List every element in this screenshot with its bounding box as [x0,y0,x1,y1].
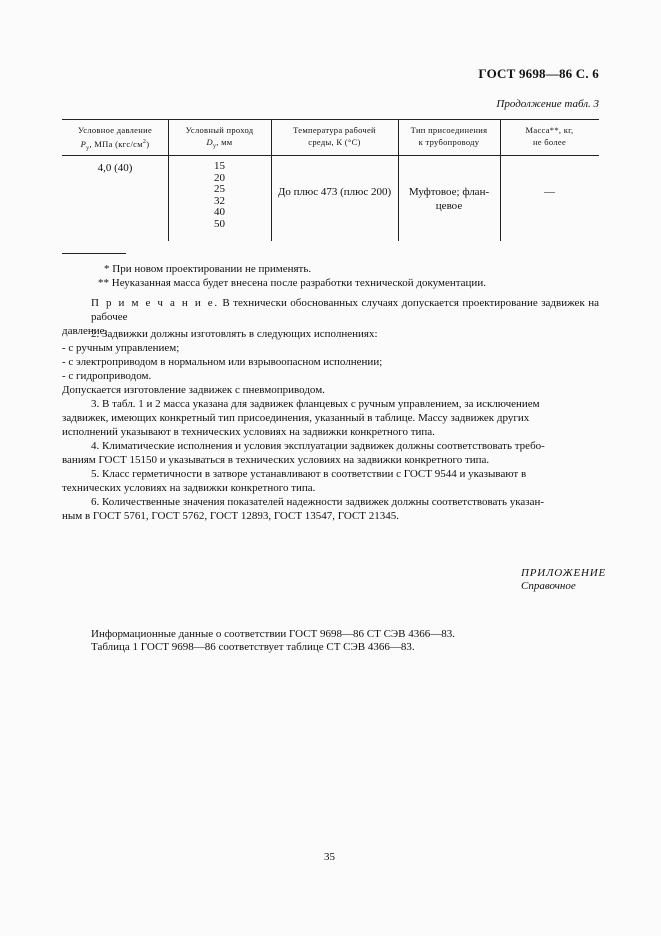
item-4-line: 4. Климатические исполнения и условия эксплуатации задвижек должны соответствовать требо- [91,440,545,452]
diameter-value: 20 [214,171,225,184]
header-pressure-line2 [62,136,168,155]
header-pressure [62,124,168,155]
footnote-rule [62,253,126,254]
specs-table [62,119,599,241]
pressure-unit: , МПа (кгс/см [89,138,143,149]
diameter-value: 15 [214,160,225,172]
item-2-option: - с гидроприводом. [62,370,152,382]
item-2-note: Допускается изготовление задвижек с пневмоприводом. [62,384,325,396]
cell-connection [398,185,500,213]
header-passage-line2 [168,136,271,153]
item-3-line: 3. В табл. 1 и 2 масса указана для задвижек фланцевых с ручным управлением, за исключением [91,398,540,410]
header-connection-line1: Тип присоединения [410,125,488,135]
page-number: 35 [324,851,335,863]
table-top-rule [62,119,599,120]
header-mass-line2: не более [532,137,567,147]
appendix-title: ПРИЛОЖЕНИЕ [521,567,606,579]
header-temperature [271,124,398,148]
table-continuation-label: Продолжение табл. 3 [496,98,599,110]
note-text: В технически обоснованных случаях допускается проектирование задвижек на рабочее [91,297,599,323]
item-2-option: - с электроприводом в нормальном или взрывоопасном исполнении; [62,356,383,368]
info-line: Таблица 1 ГОСТ 9698—86 соответствует таблице СТ СЭВ 4366—83. [91,641,415,653]
info-line: Информационные данные о соответствии ГОСТ 9698—86 СТ СЭВ 4366—83. [91,628,456,640]
header-connection-line2: к трубопроводу [418,137,480,147]
diameter-value: 40 [214,206,225,219]
item-4-line: ваниям ГОСТ 15150 и указываться в технических условиях на задвижки конкретного типа. [62,454,490,466]
pressure-unit-sup: 2 [142,139,147,145]
header-temperature-line1: Температура рабочей [293,125,376,135]
note-text-cont: давление. [62,325,108,337]
item-2-title: 2. Задвижки должны изготовлять в следующих исполнениях: [91,328,378,340]
appendix-subtitle: Справочное [521,580,576,592]
header-temperature-line2: среды, К (°С) [308,137,361,147]
header-passage [168,124,271,153]
item-6-line: 6. Количественные значения показателей надежности задвижек должны соответствовать указан- [91,496,545,508]
passage-unit: , мм [216,137,233,147]
header-mass [500,124,599,148]
table-header-rule [62,155,599,156]
note-label: П р и м е ч а н и е. [91,297,219,309]
pressure-symbol: P [80,138,87,149]
item-2-option: - с ручным управлением; [62,342,180,354]
item-3-line: задвижек, имеющих конкретный тип присоединения, указанный в таблице. Массу задвижек других [62,412,530,424]
cell-temperature: До плюс 473 (плюс 200) [277,186,392,198]
diameter-value: 32 [214,194,225,207]
footnote-1: * При новом проектировании не применять. [104,263,312,275]
header-mass-line1: Масса**, кг, [525,125,574,135]
header-passage-line1: Условный проход [185,125,254,135]
connection-line2: цевое [435,200,463,212]
pressure-unit-end: ) [146,138,150,149]
header-connection [398,124,500,148]
diameter-value: 25 [214,183,225,196]
diameter-value: 50 [214,217,225,230]
item-5-line: 5. Класс герметичности в затворе устанавливают в соответствии с ГОСТ 9544 и указывают в [91,468,527,480]
info-block [91,628,455,654]
cell-diameters [168,161,271,231]
cell-mass: — [544,186,555,198]
document-header: ГОСТ 9698—86 С. 6 [478,66,599,81]
passage-symbol: D [206,137,213,147]
item-6-line: ным в ГОСТ 5761, ГОСТ 5762, ГОСТ 12893, ГОСТ 13547, ГОСТ 21345. [62,510,400,522]
item-3-line: исполнений указывают в технических условиях на задвижки конкретного типа. [62,426,435,438]
item-5-line: технических условиях на задвижки конкретного типа. [62,482,316,494]
pressure-subscript: у [86,145,90,152]
footnote-2: ** Неуказанная масса будет внесена после разработки технической документации. [98,277,486,289]
header-pressure-line1: Условное давление [77,125,153,135]
appendix-heading [521,567,606,593]
passage-subscript: у [212,143,217,150]
connection-line1: Муфтовое; флан- [408,186,490,198]
cell-pressure: 4,0 (40) [97,162,133,174]
